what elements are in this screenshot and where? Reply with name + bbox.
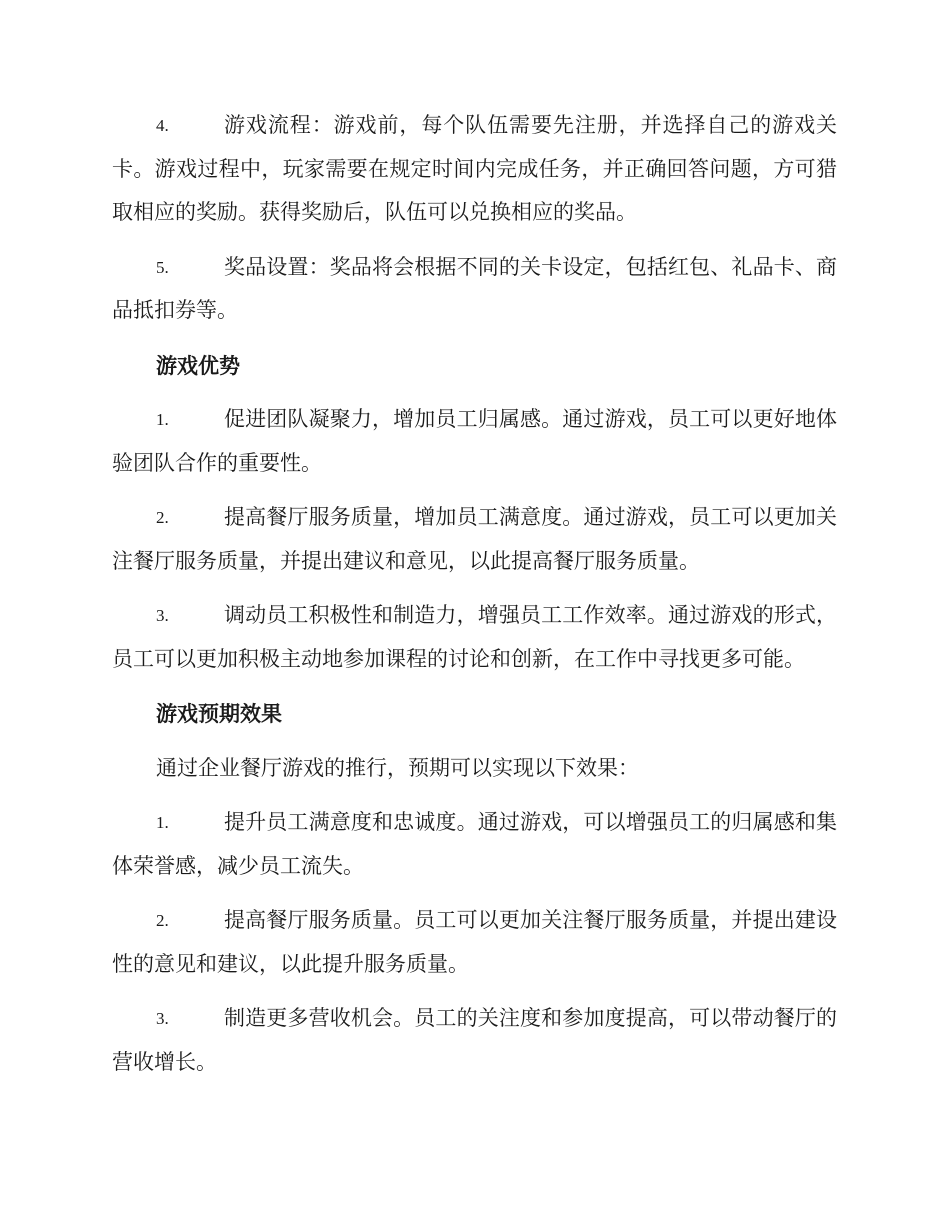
list-item — [112, 997, 837, 1084]
list-item — [112, 398, 837, 485]
list-number: 1. — [156, 410, 169, 429]
list-item-text: 奖品设置：奖品将会根据不同的关卡设定，包括红包、礼品卡、商品抵扣券等。 — [112, 254, 837, 322]
list-item — [112, 594, 837, 681]
list-number: 1. — [156, 813, 169, 832]
list-item — [112, 899, 837, 986]
list-number: 3. — [156, 1009, 169, 1028]
intro-paragraph: 通过企业餐厅游戏的推行，预期可以实现以下效果： — [156, 755, 639, 780]
list-item-text: 调动员工积极性和制造力，增强员工工作效率。通过游戏的形式，员工可以更加积极主动地参加课程的讨论和创新，在工作中寻找更多可能。 — [112, 603, 837, 671]
list-number: 2. — [156, 508, 169, 527]
section-heading-expected-results: 游戏预期效果 — [156, 701, 282, 726]
list-item — [112, 801, 837, 888]
section-heading-advantages: 游戏优势 — [156, 352, 240, 378]
list-item-text: 提升员工满意度和忠诚度。通过游戏，可以增强员工的归属感和集体荣誉感，减少员工流失。 — [112, 810, 837, 878]
list-number: 4. — [156, 116, 169, 135]
list-item-text: 制造更多营收机会。员工的关注度和参加度提高，可以带动餐厅的营收增长。 — [112, 1006, 837, 1074]
list-number: 5. — [156, 257, 169, 277]
list-item-text: 促进团队凝聚力，增加员工归属感。通过游戏，员工可以更好地体验团队合作的重要性。 — [112, 407, 837, 475]
list-item-text: 提高餐厅服务质量。员工可以更加关注餐厅服务质量，并提出建设性的意见和建议，以此提升服务质量。 — [112, 908, 837, 976]
document-page — [112, 104, 837, 1095]
list-item — [112, 496, 837, 583]
list-number: 2. — [156, 911, 169, 930]
list-number: 3. — [156, 606, 169, 625]
list-item-prize-setup — [112, 246, 837, 333]
list-item-text: 游戏流程：游戏前，每个队伍需要先注册，并选择自己的游戏关卡。游戏过程中，玩家需要在规定时间内完成任务，并正确回答问题，方可猎取相应的奖励。获得奖励后，队伍可以兑换相应的奖品。 — [112, 113, 837, 224]
list-item-game-flow — [112, 104, 837, 235]
list-item-text: 提高餐厅服务质量，增加员工满意度。通过游戏，员工可以更加关注餐厅服务质量，并提出建议和意见，以此提高餐厅服务质量。 — [112, 505, 837, 573]
